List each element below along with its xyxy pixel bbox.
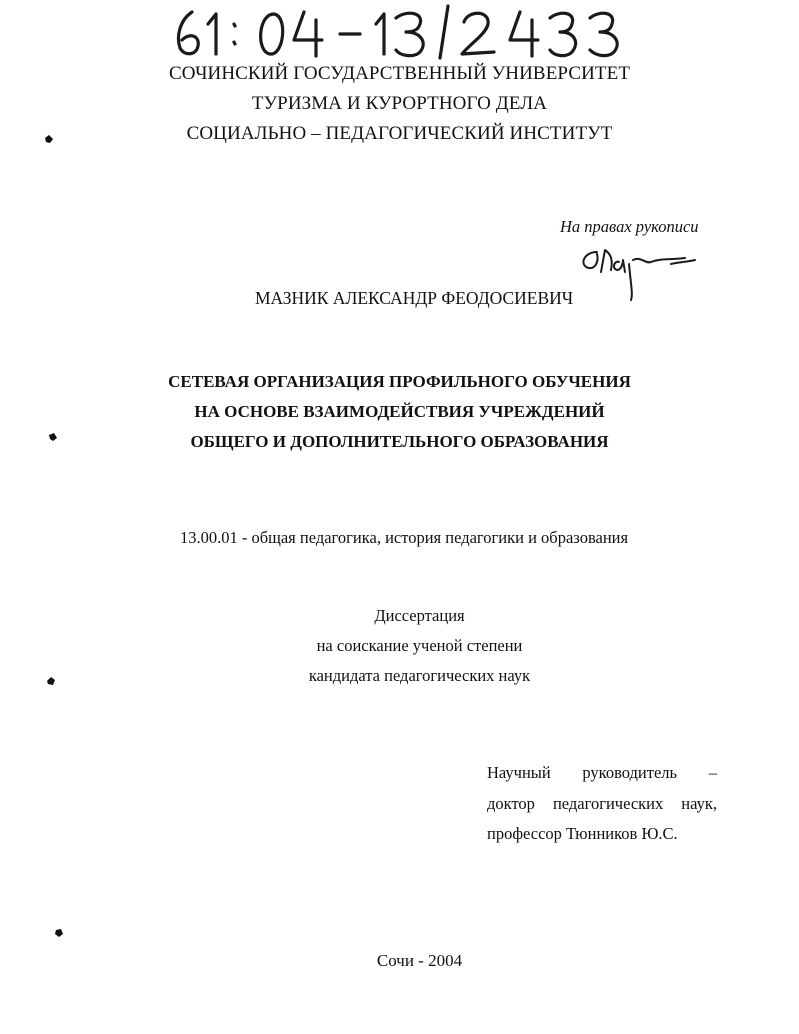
dissertation-line-2: на соискание ученой степени — [316, 636, 523, 655]
handwritten-archive-code — [170, 2, 640, 60]
institution-line-3: СОЦИАЛЬНО – ПЕДАГОГИЧЕСКИЙ ИНСТИТУТ — [186, 123, 613, 144]
scan-mark — [54, 928, 64, 938]
dissertation-line-3: кандидата педагогических наук — [308, 666, 531, 685]
scan-mark — [48, 432, 58, 442]
scan-mark — [46, 676, 56, 686]
institution-line-1: СОЧИНСКИЙ ГОСУДАРСТВЕННЫЙ УНИВЕРСИТЕТ — [168, 63, 631, 84]
dissertation-line-1: Диссертация — [374, 606, 465, 625]
title-line-3: ОБЩЕГО И ДОПОЛНИТЕЛЬНОГО ОБРАЗОВАНИЯ — [190, 432, 609, 451]
specialty-code: 13.00.01 - общая педагогика, история педагогики и образования — [180, 528, 629, 547]
city-year: Сочи - 2004 — [376, 951, 463, 970]
author-signature — [575, 242, 700, 304]
title-line-2: НА ОСНОВЕ ВЗАИМОДЕЙСТВИЯ УЧРЕЖДЕНИЙ — [194, 402, 605, 421]
scan-mark — [44, 134, 54, 144]
manuscript-rights-note: На правах рукописи — [560, 217, 699, 236]
institution-line-2: ТУРИЗМА И КУРОРТНОГО ДЕЛА — [251, 93, 548, 114]
advisor-line-1: Научный руководитель – — [487, 763, 717, 782]
author-name: МАЗНИК АЛЕКСАНДР ФЕОДОСИЕВИЧ — [255, 288, 574, 308]
advisor-line-2: доктор педагогических наук, — [487, 794, 717, 813]
advisor-line-3: профессор Тюнников Ю.С. — [487, 824, 678, 843]
title-line-1: СЕТЕВАЯ ОРГАНИЗАЦИЯ ПРОФИЛЬНОГО ОБУЧЕНИЯ — [168, 372, 631, 391]
